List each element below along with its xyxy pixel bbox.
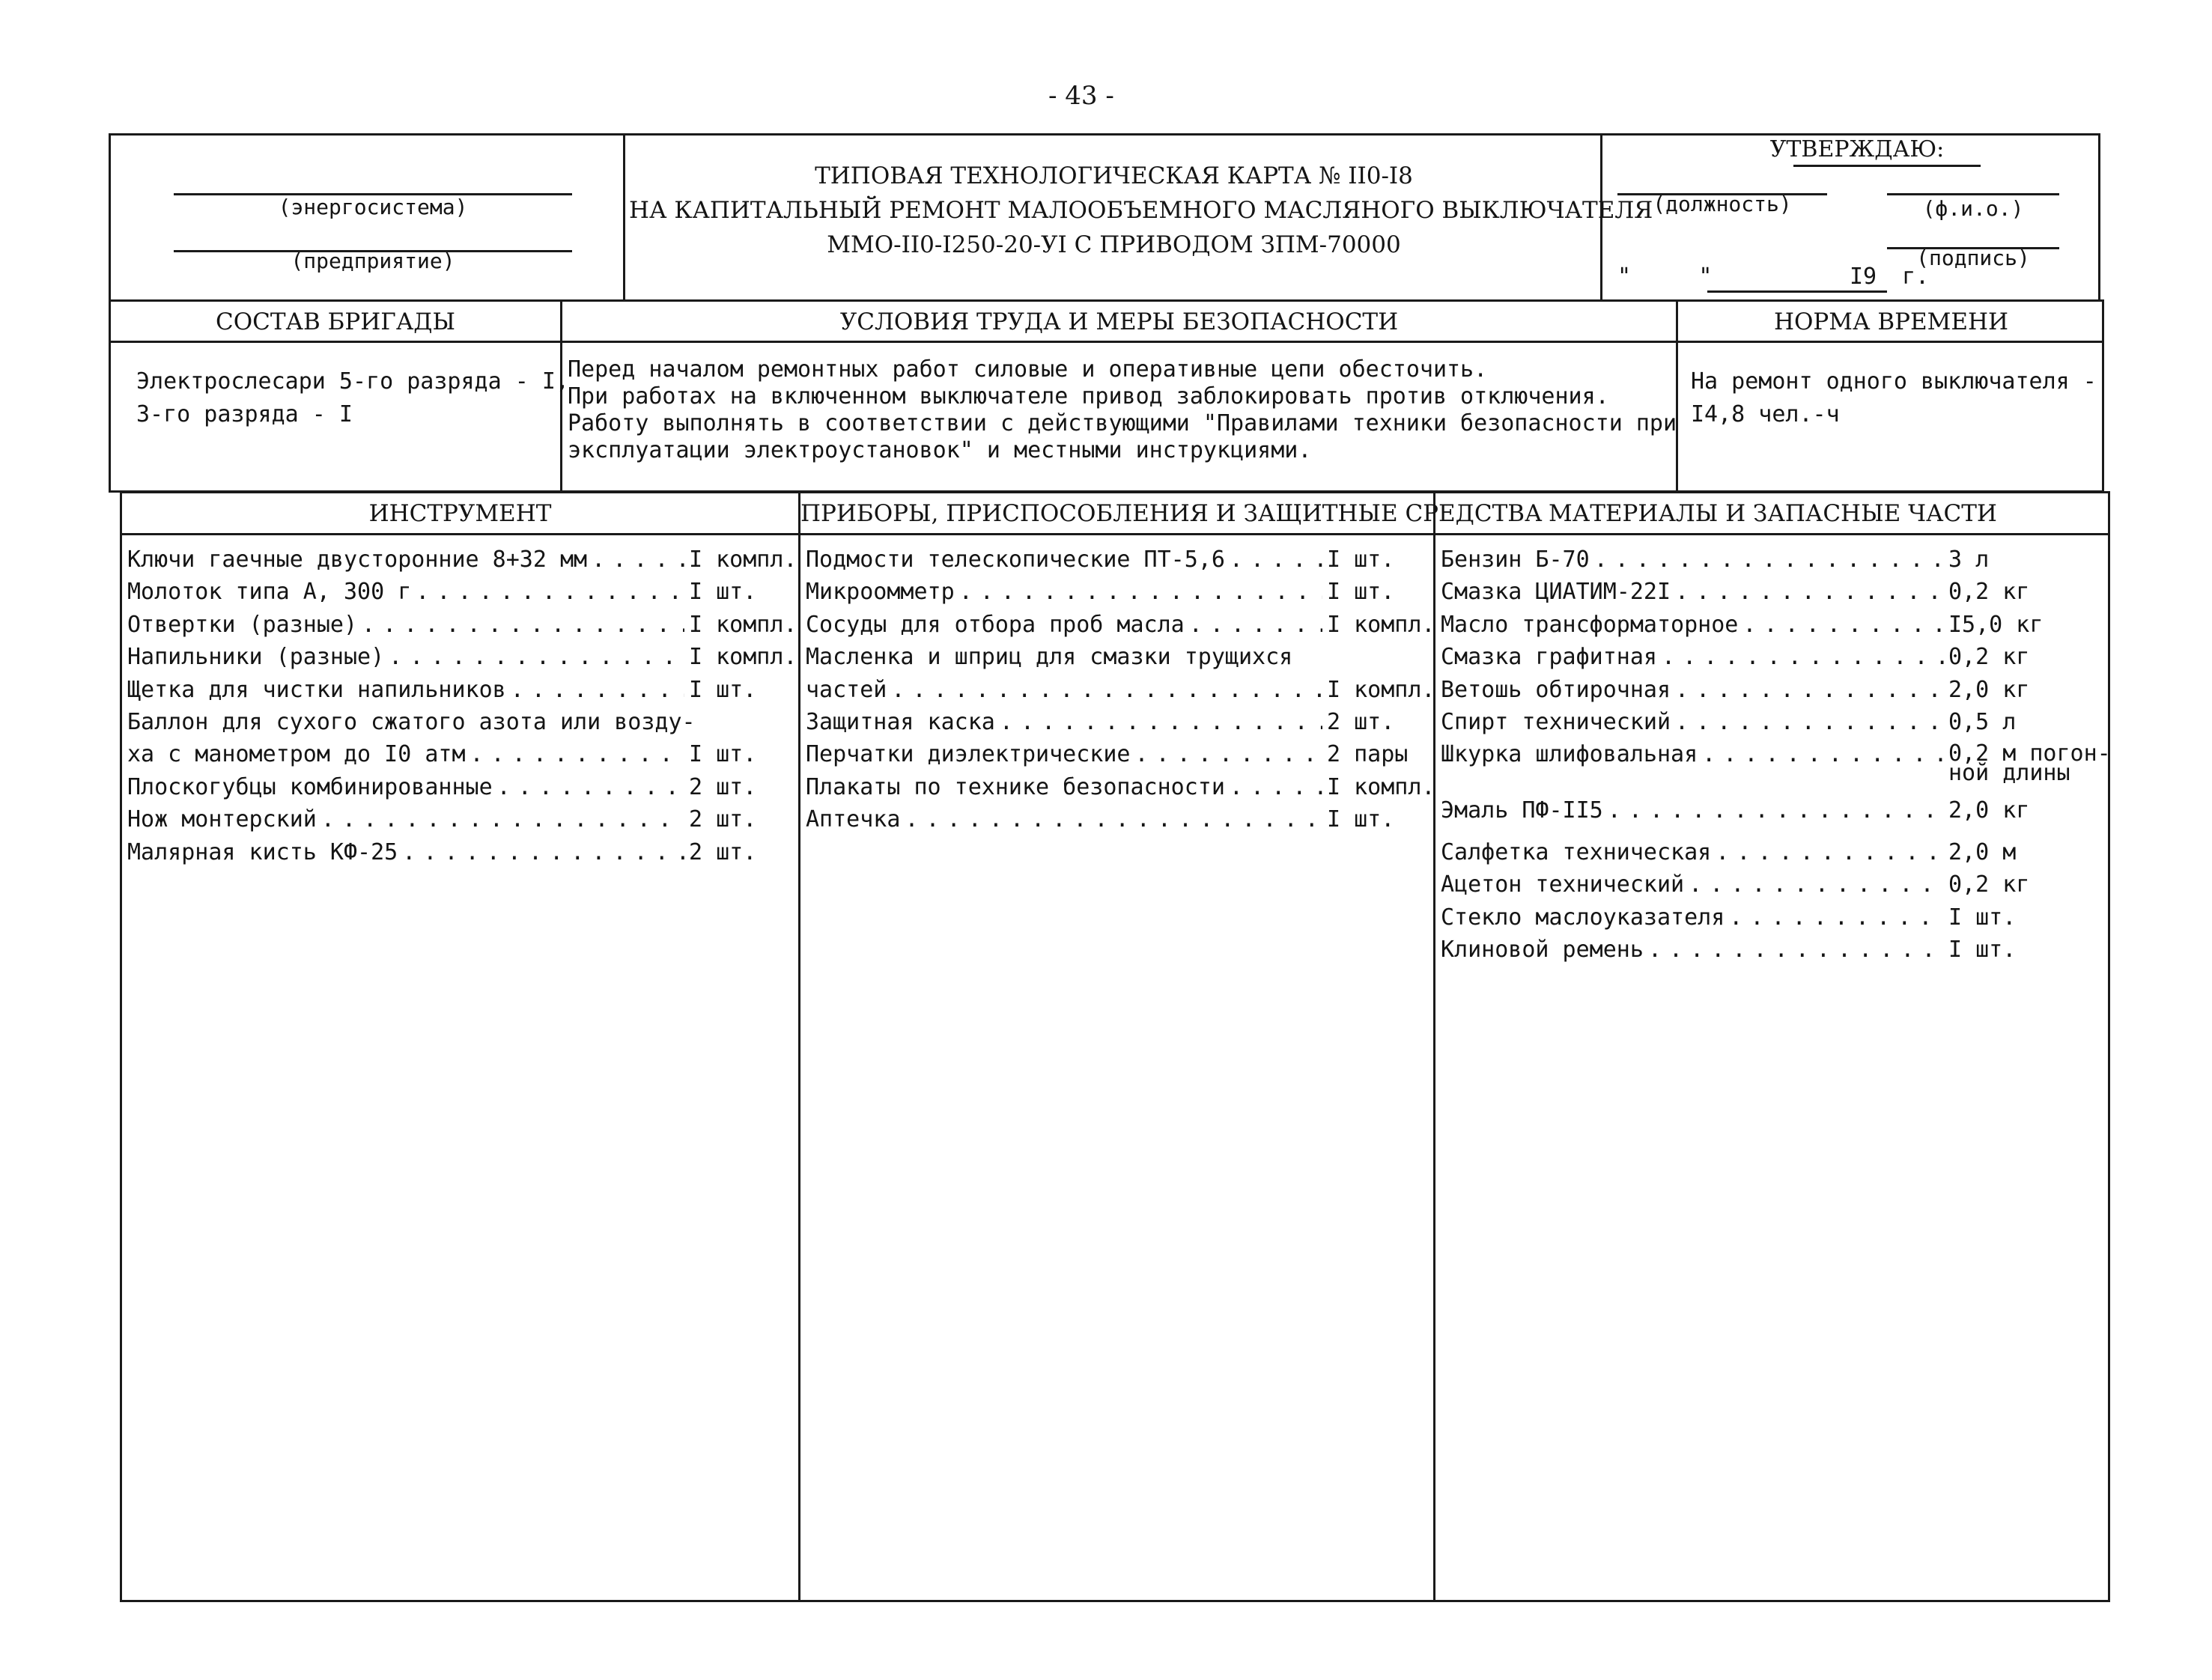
conditions-text bbox=[568, 356, 1677, 464]
enterprise-label: (предприятие) bbox=[291, 249, 455, 273]
list-item: Клиновой ремень . . . I шт. bbox=[1441, 934, 2106, 966]
position-label: (должность) bbox=[1653, 192, 1792, 216]
list-item: Ключи гаечные двусторонние 8+32 мм . . . I компл. bbox=[127, 544, 792, 576]
date-quotes: " " bbox=[1617, 264, 1713, 290]
crew-header: СОСТАВ БРИГАДЫ bbox=[215, 308, 456, 335]
norm-line-2: I4,8 чел.-ч bbox=[1691, 401, 1840, 427]
document-title bbox=[629, 159, 1653, 262]
list-item: Ацетон технический . . . 0,2 кг bbox=[1441, 868, 2106, 901]
list-item: Плоскогубцы комбинированные . . . 2 шт. bbox=[127, 771, 792, 803]
date-suffix: г. bbox=[1902, 264, 1930, 290]
signature-label: (подпись) bbox=[1916, 246, 2030, 270]
list-item: Смазка ЦИАТИМ-22I . . . 0,2 кг bbox=[1441, 576, 2106, 608]
list-item: Микроомметр . . . I шт. bbox=[806, 576, 1430, 608]
qty-line-2: ной длины bbox=[1948, 760, 2070, 787]
fio-label: (ф.и.о.) bbox=[1922, 196, 2024, 221]
list-item: Молоток типа А, 300 г . . . I шт. bbox=[127, 576, 792, 608]
list-item: Масленка и шприц для смазки трущихся bbox=[806, 644, 1293, 671]
norm-header: НОРМА ВРЕМЕНИ bbox=[1773, 308, 2009, 335]
section2-divider-1 bbox=[798, 491, 800, 1602]
list-item: Перчатки диэлектрические . . . 2 пары bbox=[806, 738, 1430, 770]
list-item: Баллон для сухого сжатого азота или возду- bbox=[127, 708, 696, 735]
list-item: Щетка для чистки напильников . . . I шт. bbox=[127, 674, 792, 706]
tools-header: ИНСТРУМЕНТ bbox=[368, 500, 552, 527]
materials-header: МАТЕРИАЛЫ И ЗАПАСНЫЕ ЧАСТИ bbox=[1549, 500, 1997, 527]
list-item: Малярная кисть КФ-25 . . . 2 шт. bbox=[127, 836, 792, 868]
conditions-line-2: При работах на включенном выключателе привод заблокировать против отключения. bbox=[568, 383, 1609, 410]
fio-line bbox=[1887, 193, 2059, 195]
devices-header: ПРИБОРЫ, ПРИСПОСОБЛЕНИЯ И ЗАЩИТНЫЕ СРЕДСТВА bbox=[800, 500, 1543, 527]
devices-list bbox=[806, 544, 1435, 836]
list-item: Спирт технический . . . 0,5 л bbox=[1441, 706, 2106, 738]
year-line bbox=[1850, 290, 1887, 293]
section2-divider-2 bbox=[1433, 491, 1435, 1602]
title-line-3: ММО-II0-I250-20-УI С ПРИВОДОМ ЗПМ-70000 bbox=[827, 231, 1401, 258]
section2-header-rule bbox=[120, 533, 2110, 535]
list-item: Масло трансформаторное . . . I5,0 кг bbox=[1441, 609, 2106, 641]
conditions-line-1: Перед началом ремонтных работ силовые и оперативные цепи обесточить. bbox=[568, 356, 1488, 383]
list-item: Ветошь обтирочная . . . 2,0 кг bbox=[1441, 674, 2106, 706]
conditions-line-4: эксплуатации электроустановок" и местными инструкциями. bbox=[568, 437, 1312, 463]
list-item: Стекло маслоуказателя . . . I шт. bbox=[1441, 901, 2106, 934]
list-item: Шкурка шлифовальная . . . 0,2 м погон- ной длины bbox=[1441, 738, 2106, 794]
conditions-line-3: Работу выполнять в соответствии с действующими "Правилами техники безопасности при bbox=[568, 410, 1677, 436]
list-item: Смазка графитная . . . 0,2 кг bbox=[1441, 641, 2106, 673]
list-item: Плакаты по технике безопасности . . . I компл. bbox=[806, 771, 1430, 803]
conditions-header: УСЛОВИЯ ТРУДА И МЕРЫ БЕЗОПАСНОСТИ bbox=[839, 308, 1399, 335]
page-number: - 43 - bbox=[1048, 81, 1114, 111]
approve-underline bbox=[1793, 165, 1981, 167]
crew-line-1: Электрослесари 5-го разряда - I, bbox=[136, 368, 569, 395]
list-item: Напильники (разные) . . . I компл. bbox=[127, 641, 792, 673]
list-item: ха с манометром до I0 атм . . . I шт. bbox=[127, 738, 792, 770]
list-item: Эмаль ПФ-II5 . . . 2,0 кг bbox=[1441, 794, 2106, 827]
tools-list bbox=[127, 544, 797, 868]
crew-line-2: 3-го разряда - I bbox=[136, 401, 353, 427]
energy-system-label: (энергосистема) bbox=[278, 195, 468, 219]
list-item: Аптечка . . . I шт. bbox=[806, 803, 1430, 836]
list-item: Нож монтерский . . . 2 шт. bbox=[127, 803, 792, 836]
list-item: частей . . . I компл. bbox=[806, 674, 1430, 706]
title-line-1: ТИПОВАЯ ТЕХНОЛОГИЧЕСКАЯ КАРТА № II0-I8 bbox=[815, 162, 1413, 189]
materials-list bbox=[1441, 544, 2111, 966]
section1-header-rule bbox=[109, 341, 2104, 343]
approve-label: УТВЕРЖДАЮ: bbox=[1769, 136, 1945, 162]
header-divider-left bbox=[623, 133, 625, 302]
title-line-2: НА КАПИТАЛЬНЫЙ РЕМОНТ МАЛООБЪЕМНОГО МАСЛЯНОГО ВЫКЛЮЧАТЕЛЯ bbox=[629, 197, 1653, 224]
list-item: Сосуды для отбора проб масла . . . I компл. bbox=[806, 609, 1430, 641]
list-item: Подмости телескопические ПТ-5,6 . . . I шт. bbox=[806, 544, 1430, 576]
date-line bbox=[1707, 290, 1857, 293]
list-item: Защитная каска . . . 2 шт. bbox=[806, 706, 1430, 738]
qty-line-1: 0,2 м погон- bbox=[1948, 740, 2111, 767]
list-item: Салфетка техническая . . . 2,0 м bbox=[1441, 836, 2106, 868]
list-item: Бензин Б-70 . . . 3 л bbox=[1441, 544, 2106, 576]
list-item: Отвертки (разные) . . . I компл. bbox=[127, 609, 792, 641]
norm-line-1: На ремонт одного выключателя - bbox=[1691, 368, 2097, 395]
date-year: I9 bbox=[1850, 264, 1877, 290]
